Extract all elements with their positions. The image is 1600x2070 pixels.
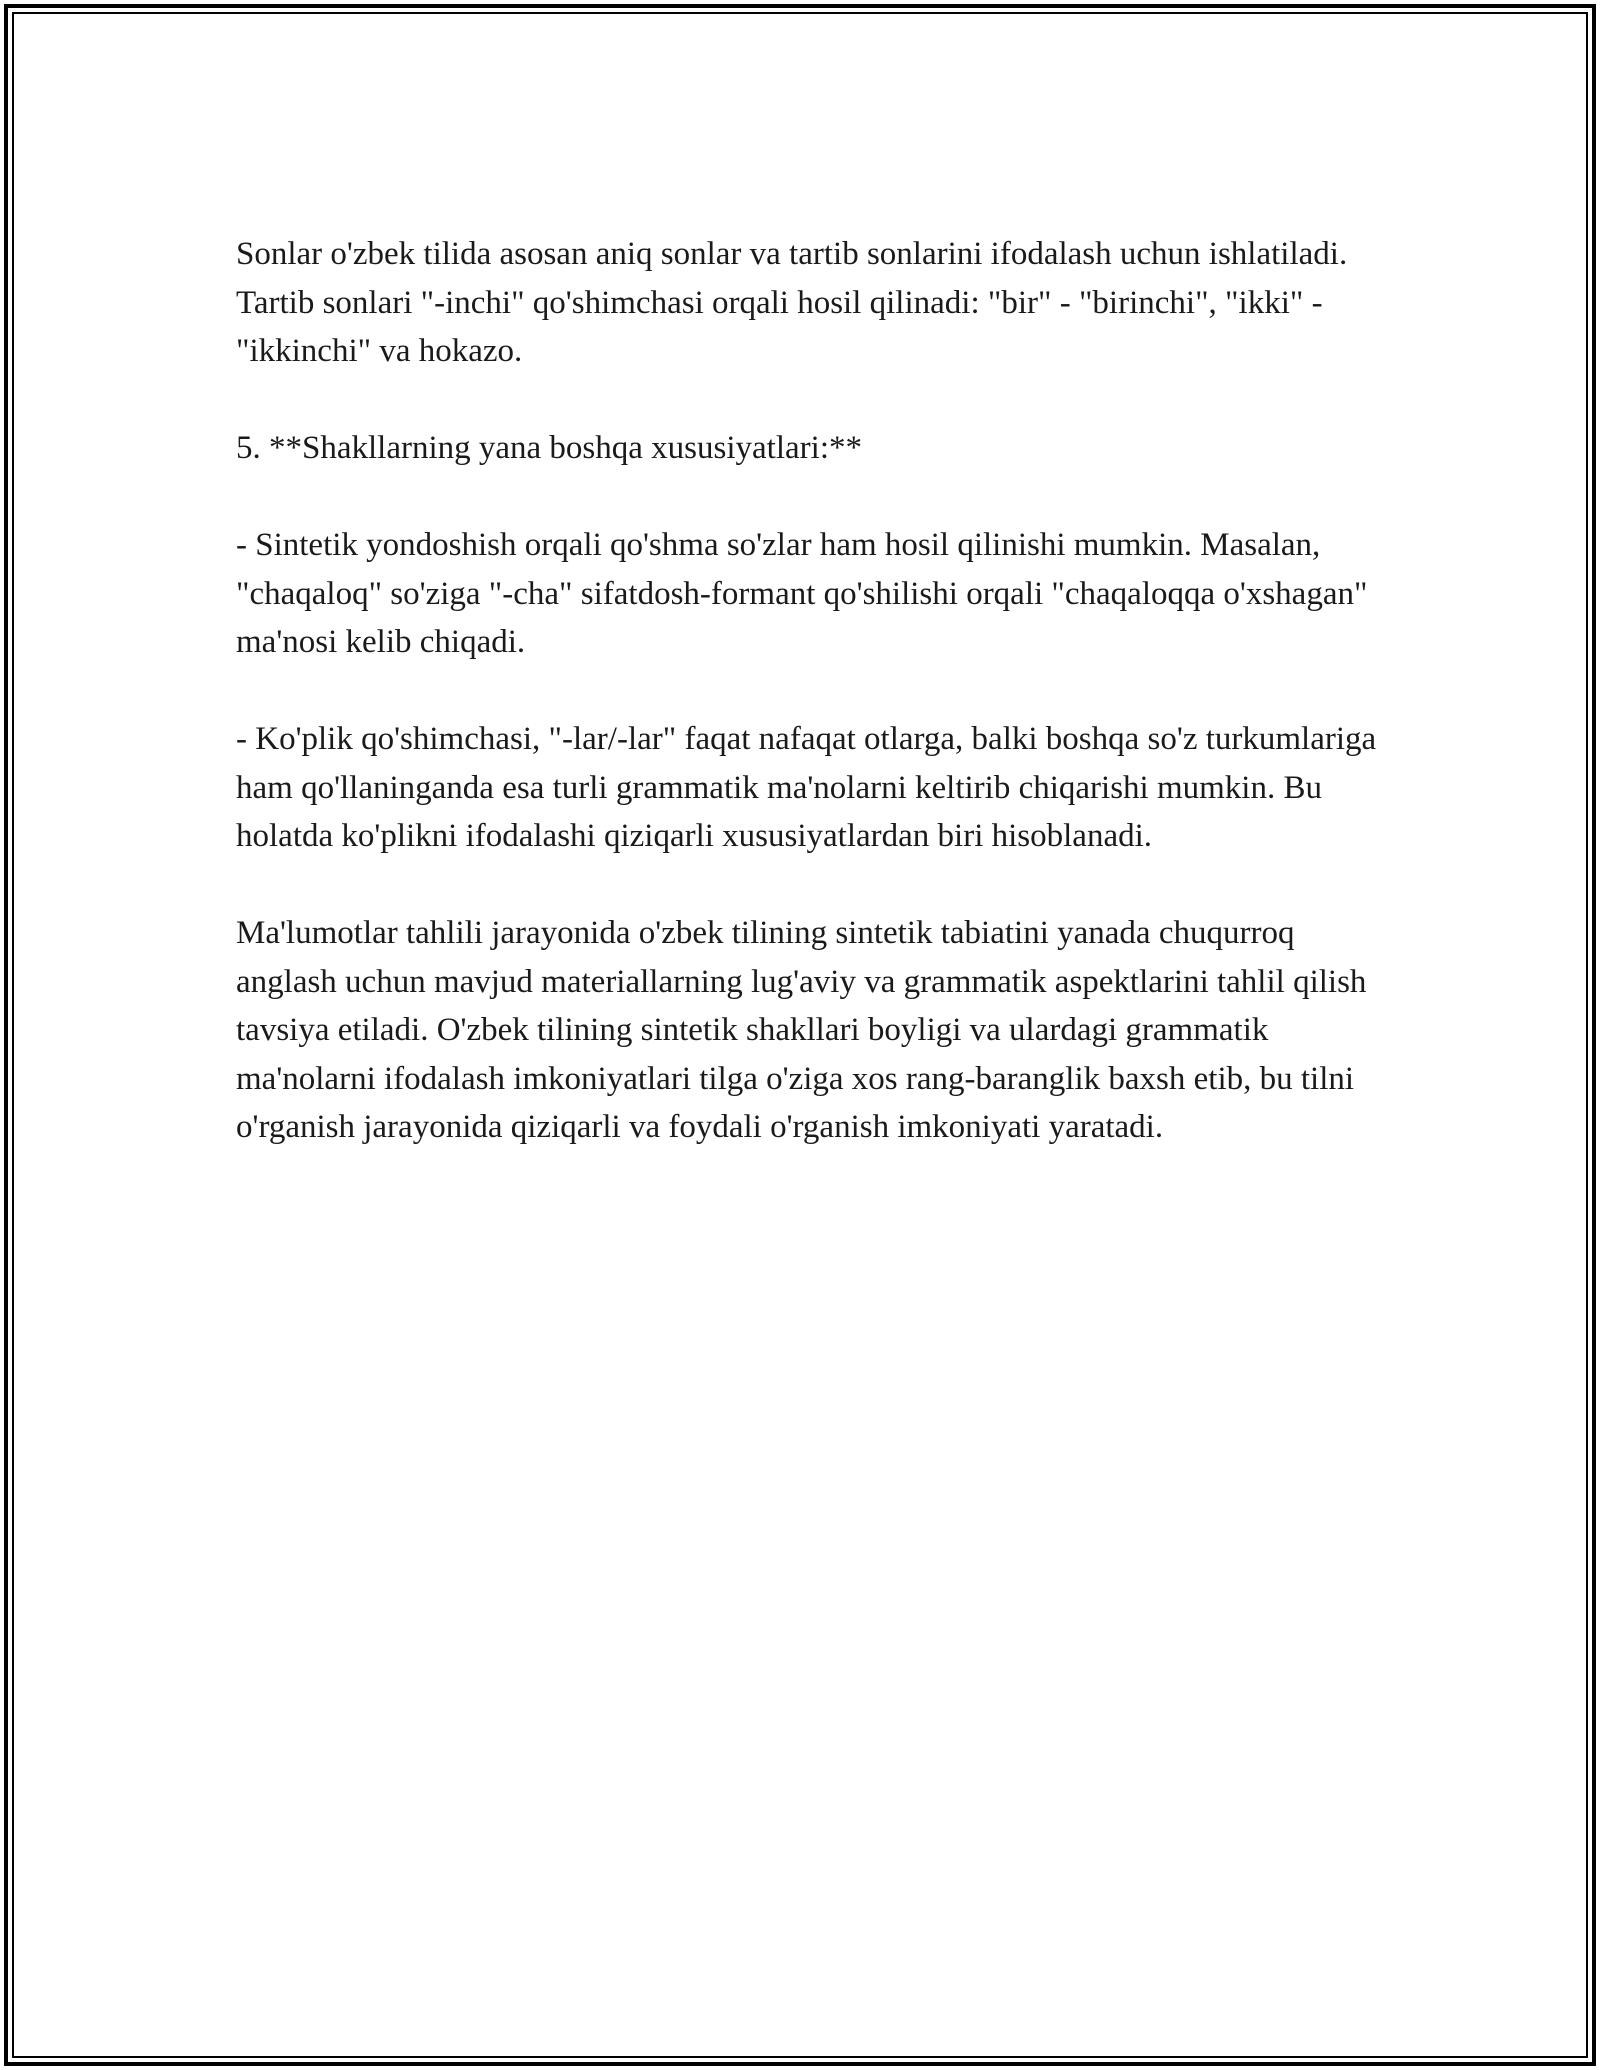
paragraph-plural-suffix: - Ko'plik qo'shimchasi, "-lar/-lar" faqat nafaqat otlarga, balki boshqa so'z turkumlariga ham qo'llaninganda esa turli grammatik ma'nolarni keltirib chiqarishi mumkin. Bu holatda ko'plikni ifodalashi qiziqarli xususiyatlardan biri hisoblanadi. [236, 721, 1377, 854]
section-heading-5: 5. **Shakllarning yana boshqa xususiyatlari:** [236, 430, 862, 466]
paragraph-conclusion: Ma'lumotlar tahlili jarayonida o'zbek tilining sintetik tabiatini yanada chuqurroq anglash uchun mavjud materiallarning lug'aviy va grammatik aspektlarini tahlil qilish tavsiya etiladi. O'zbek tilining sintetik shakllari boyligi va ulardagi grammatik ma'nolarni ifodalash imkoniyatlari tilga o'ziga xos rang-baranglik baxsh etib, bu tilni o'rganish jarayonida qiziqarli va foydali o'rganish imkoniyati yaratadi. [236, 915, 1367, 1145]
paragraph-ordinal-numbers: Sonlar o'zbek tilida asosan aniq sonlar va tartib sonlarini ifodalash uchun ishlatiladi. Tartib sonlari "-inchi" qo'shimchasi orqali hosil qilinadi: "bir" - "birinchi", "ikki" - "ikkinchi" va hokazo. [236, 236, 1348, 369]
paragraph-synthetic-compounds: - Sintetik yondoshish orqali qo'shma so'zlar ham hosil qilinishi mumkin. Masalan, "chaqaloq" so'ziga "-cha" sifatdosh-formant qo'shilishi orqali "chaqaloqqa o'xshagan" ma'nosi kelib chiqadi. [236, 527, 1368, 660]
document-body [236, 230, 1386, 1200]
